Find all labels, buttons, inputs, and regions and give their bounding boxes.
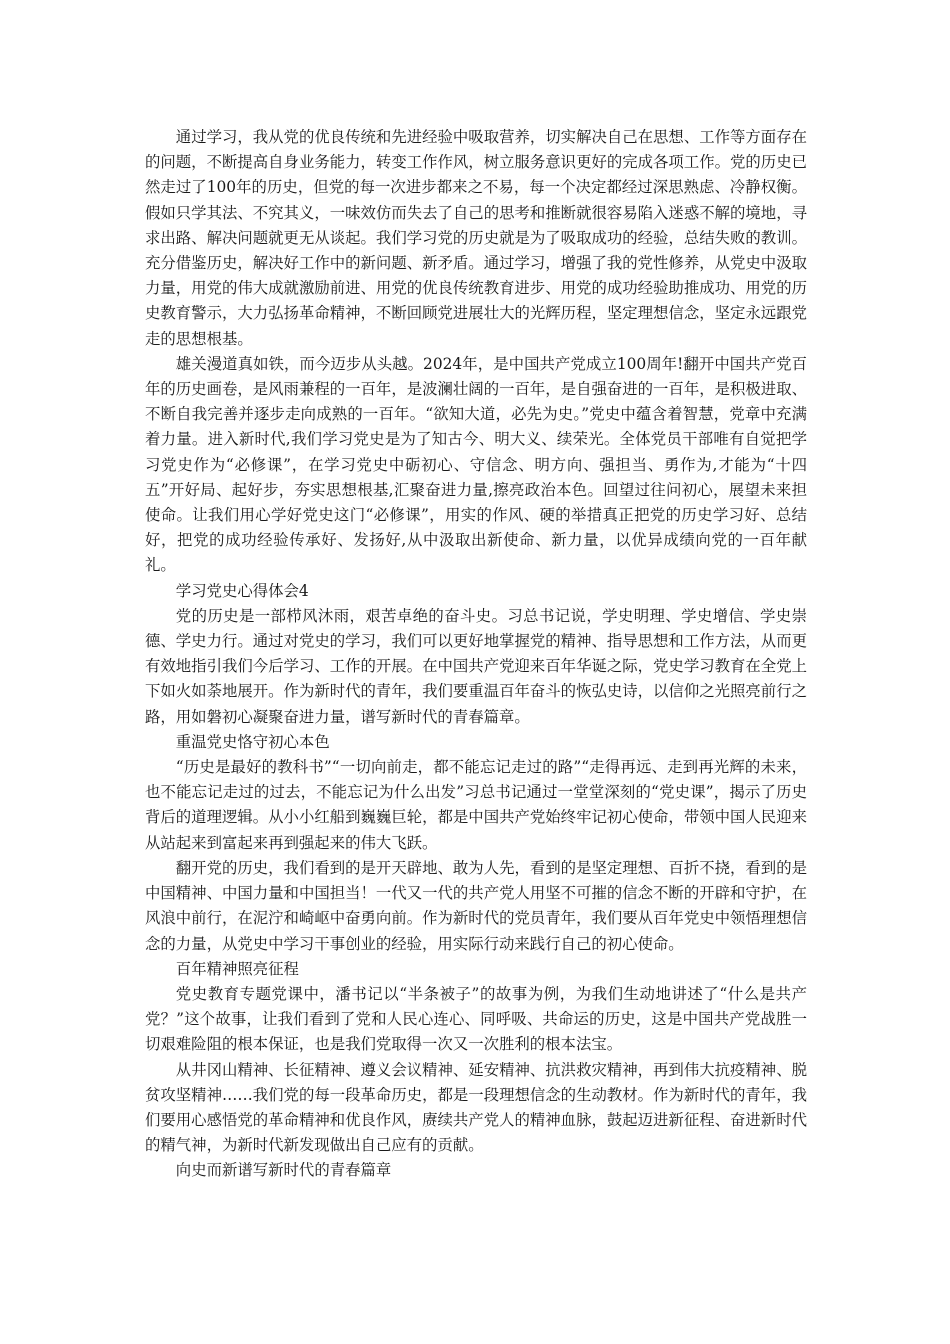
paragraph-centenary: 雄关漫道真如铁，而今迈步从头越。2024年，是中国共产党成立100周年!翻开中国共产党百年的历史画卷，是风雨兼程的一百年，是波澜壮阔的一百年，是自强奋进的一百年，是积极进取、不断自我完善并逐步走向成熟的一百年。“欲知大道，必先为史。”党史中蕴含着智慧，党章中充满着力量。进入新时代,我们学习党史是为了知古今、明大义、续荣光。全体党员干部唯有自觉把学习党史作为“必修课”，在学习党史中砺初心、守信念、明方向、强担当、勇作为,才能为“十四五”开好局、起好步，夯实思想根基,汇聚奋进力量,擦亮政治本色。回望过往问初心，展望未来担使命。让我们用心学好党史这门“必修课”，用实的作风、硬的举措真正把党的历史学习好、总结好，把党的成功经验传承好、发扬好,从中汲取出新使命、新力量，以优异成绩向党的一百年献礼。 bbox=[145, 354, 807, 575]
paragraph-study-reflection: 通过学习，我从党的优良传统和先进经验中吸取营养，切实解决自己在思想、工作等方面存在的问题，不断提高自身业务能力，转变工作作风，树立服务意识更好的完成各项工作。党的历史已然走过了100年的历史，但党的每一次进步都来之不易，每一个决定都经过深思熟虑、冷静权衡。假如只学其法、不究其义，一味效仿而失去了自己的思考和推断就很容易陷入迷惑不解的境地，寻求出路、解决问题就更无从谈起。我们学习党的历史就是为了吸取成功的经验，总结失败的教训。充分借鉴历史，解决好工作中的新问题、新矛盾。通过学习，增强了我的党性修养，从党史中汲取力量，用党的伟大成就激励前进、用党的优良传统教育进步、用党的成功经验助推成功、用党的历史教育警示，大力弘扬革命精神，不断回顾党进展壮大的光辉历程，坚定理想信念，坚定永远跟党走的思想根基。 bbox=[145, 128, 807, 348]
document-body bbox=[145, 125, 807, 1184]
paragraph-revolutionary-spirits: 从井冈山精神、长征精神、遵义会议精神、延安精神、抗洪救灾精神，再到伟大抗疫精神、脱贫攻坚精神……我们党的每一段革命历史，都是一段理想信念的生动教材。作为新时代的青年，我们要用心感悟党的革命精神和优良作风，赓续共产党人的精神血脉，鼓起迈进新征程、奋进新时代的精气神，为新时代新发现做出自己应有的贡献。 bbox=[145, 1060, 807, 1155]
paragraph-half-quilt: 党史教育专题党课中，潘书记以“半条被子”的故事为例，为我们生动地讲述了“什么是共产党？”这个故事，让我们看到了党和人民心连心、同呼吸、共命运的历史，这是中国共产党战胜一切艰难险阻的根本保证，也是我们党取得一次又一次胜利的根本法宝。 bbox=[145, 984, 807, 1054]
section-heading-original-aspiration: 重温党史恪守初心本色 bbox=[175, 732, 330, 751]
section-heading-century-spirit: 百年精神照亮征程 bbox=[175, 959, 299, 978]
paragraph-history-textbook: “历史是最好的教科书”“一切向前走，都不能忘记走过的路”“走得再远、走到再光辉的未来，也不能忘记走过的过去，不能忘记为什么出发”习总书记通过一堂堂深刻的“党史课”，揭示了历史背后的道理逻辑。从小小红船到巍巍巨轮，都是中国共产党始终牢记初心使命，带领中国人民迎来从站起来到富起来再到强起来的伟大飞跃。 bbox=[145, 758, 807, 852]
paragraph-party-history: 党的历史是一部栉风沐雨，艰苦卓绝的奋斗史。习总书记说，学史明理、学史增信、学史崇德、学史力行。通过对党史的学习，我们可以更好地掌握党的精神、指导思想和工作方法，从而更有效地指引我们今后学习、工作的开展。在中国共产党迎来百年华诞之际，党史学习教育在全党上下如火如荼地展开。作为新时代的青年，我们要重温百年奋斗的恢弘史诗，以信仰之光照亮前行之路，用如磐初心凝聚奋进力量，谱写新时代的青春篇章。 bbox=[145, 606, 807, 726]
section-heading-experience-4: 学习党史心得体会4 bbox=[175, 581, 309, 600]
paragraph-open-history: 翻开党的历史，我们看到的是开天辟地、敢为人先，看到的是坚定理想、百折不挠，看到的是中国精神、中国力量和中国担当！一代又一代的共产党人用坚不可摧的信念不断的开辟和守护，在风浪中前行，在泥泞和崎岖中奋勇向前。作为新时代的党员青年，我们要从百年党史中领悟理想信念的力量，从党史中学习干事创业的经验，用实际行动来践行自己的初心使命。 bbox=[145, 858, 807, 953]
section-heading-youth-chapter: 向史而新谱写新时代的青春篇章 bbox=[175, 1161, 392, 1180]
